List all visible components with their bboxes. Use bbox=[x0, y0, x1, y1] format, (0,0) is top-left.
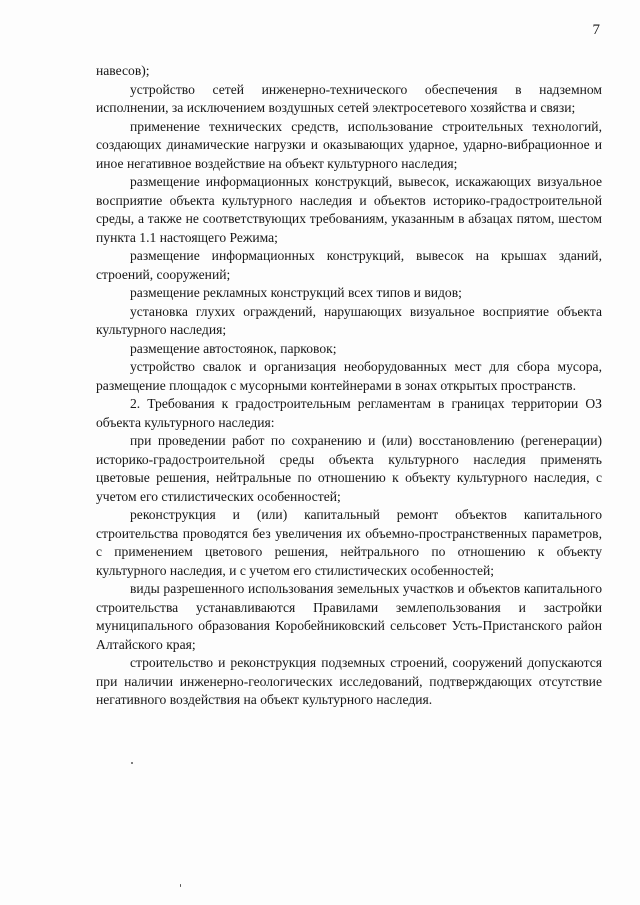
paragraph-4: размещение информационных конструкций, вывесок, искажающих визуальное восприятие объекта культурного наследия и объектов историко-градостроительной среды, а также не соответствующих требованиям, указанным в абзацах пятом, шестом пункта 1.1 настоящего Режима; bbox=[96, 174, 602, 245]
scan-speck bbox=[180, 884, 181, 887]
paragraph-3: применение технических средств, использование строительных технологий, создающих динамические нагрузки и оказывающих ударное, ударно-вибрационное и иное негативное воздействие на объект культурного наследия; bbox=[96, 118, 602, 171]
document-body bbox=[96, 62, 602, 710]
scan-speck bbox=[131, 762, 133, 764]
paragraph-5: размещение информационных конструкций, вывесок на крышах зданий, строений, сооружений; bbox=[96, 248, 602, 282]
paragraph-11: при проведении работ по сохранению и (или) восстановлению (регенерации) историко-градостроительной среды объекта культурного наследия применять цветовые решения, нейтральные по отношению к объекту культурного наследия, с учетом его стилистических особенностей; bbox=[96, 433, 602, 504]
paragraph-9: устройство свалок и организация необорудованных мест для сбора мусора, размещение площадок с мусорными контейнерами в зонах открытых пространств. bbox=[96, 359, 602, 393]
paragraph-10: 2. Требования к градостроительным регламентам в границах территории ОЗ объекта культурного наследия: bbox=[96, 396, 602, 430]
paragraph-6: размещение рекламных конструкций всех типов и видов; bbox=[130, 285, 462, 300]
paragraph-1: навесов); bbox=[96, 63, 150, 78]
paragraph-7: установка глухих ограждений, нарушающих визуальное восприятие объекта культурного наследия; bbox=[96, 303, 602, 337]
paragraph-2: устройство сетей инженерно-технического обеспечения в надземном исполнении, за исключением воздушных сетей электросетевого хозяйства и связи; bbox=[96, 81, 602, 115]
paragraph-14: строительство и реконструкция подземных строений, сооружений допускаются при наличии инженерно-геологических исследований, подтверждающих отсутствие негативного воздействия на объект культурного наследия. bbox=[96, 655, 602, 707]
page-number: 7 bbox=[592, 22, 600, 38]
paragraph-12: реконструкция и (или) капитальный ремонт объектов капитального строительства проводятся без увеличения их объемно-пространственных параметров, с применением цветового решения, нейтрального по отношению к объекту культурного наследия, и с учетом его стилистических особенностей; bbox=[96, 507, 602, 578]
paragraph-8: размещение автостоянок, парковок; bbox=[130, 340, 337, 356]
paragraph-13: виды разрешенного использования земельных участков и объектов капитального строительства устанавливаются Правилами землепользования и застройки муниципального образования Коробейниковский сельсовет Усть-Пристанского район Алтайского края; bbox=[96, 581, 602, 652]
